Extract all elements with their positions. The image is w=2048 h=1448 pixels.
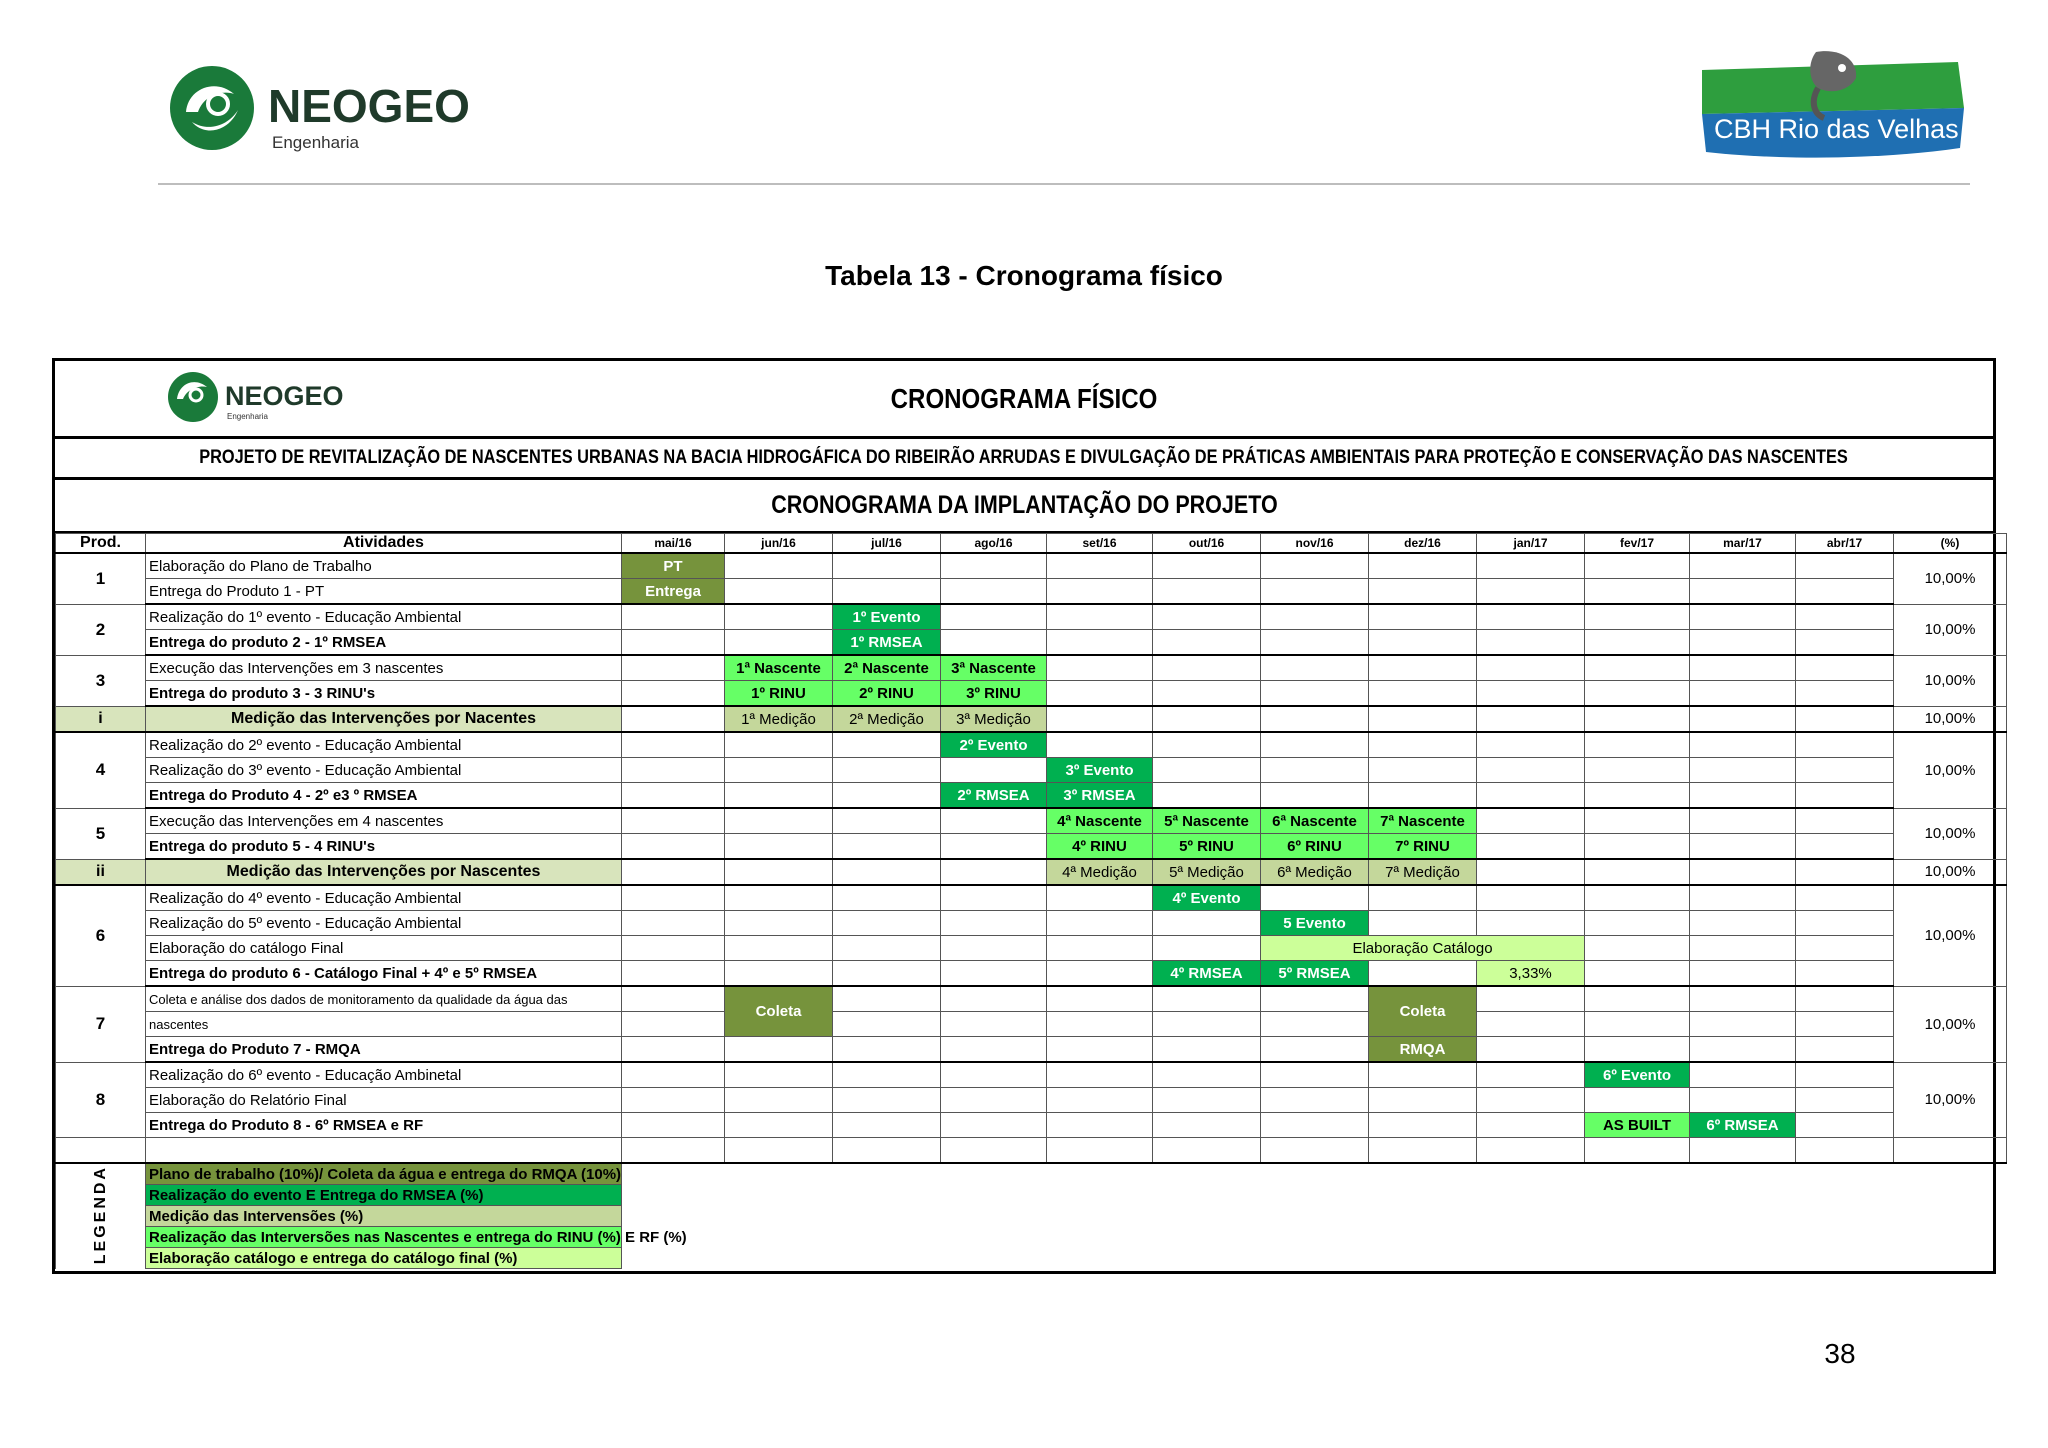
pct-cell: 10,00%	[1894, 859, 2007, 885]
activity: Entrega do Produto 4 - 2º e3 º RMSEA	[146, 783, 622, 809]
col-month: mai/16	[622, 534, 725, 554]
schedule-cell: 5 Evento	[1261, 911, 1369, 936]
pct-cell: 10,00%	[1894, 706, 2007, 732]
pct-cell: 10,00%	[1894, 655, 2007, 706]
table-caption: Tabela 13 - Cronograma físico	[825, 260, 1223, 291]
schedule-cell: 6ª Nascente	[1261, 808, 1369, 834]
activity: Entrega do Produto 1 - PT	[146, 579, 622, 605]
schedule-table	[55, 533, 2007, 1269]
schedule-cell: 4º RINU	[1047, 834, 1153, 860]
table-row	[56, 1037, 2007, 1063]
pct-cell: 10,00%	[1894, 986, 2007, 1062]
schedule-cell: Coleta	[1369, 986, 1477, 1037]
table-row	[56, 579, 2007, 605]
schedule-frame	[52, 358, 1996, 1274]
schedule-cell: 2º RINU	[833, 681, 941, 707]
project-title: PROJETO DE REVITALIZAÇÃO DE NASCENTES URBANAS NA BACIA HIDROGÁFICA DO RIBEIRÃO ARRUDAS E DIVULGAÇÃO DE PRÁTICAS AMBIENTAIS PARA PROTEÇÃO E CONSERVAÇÃO DAS NASCENTES	[199, 447, 1849, 468]
table-row	[56, 936, 2007, 961]
schedule-cell: Elaboração Catálogo	[1261, 936, 1585, 961]
schedule-cell: 3,33%	[1477, 961, 1585, 987]
prod-id: 2	[56, 604, 146, 655]
legend-item: Medição das Intervensões (%)	[146, 1206, 622, 1227]
doc-title: CRONOGRAMA FÍSICO	[890, 383, 1158, 414]
schedule-cell: AS BUILT	[1585, 1113, 1690, 1138]
schedule-cell: 6º RINU	[1261, 834, 1369, 860]
page-number: 38	[1824, 1338, 1856, 1369]
schedule-cell: 4ª Nascente	[1047, 808, 1153, 834]
col-prod: Prod.	[56, 534, 146, 554]
table-row	[56, 1138, 2007, 1164]
col-month: jun/16	[725, 534, 833, 554]
prod-id: i	[56, 706, 146, 732]
pct-cell: 10,00%	[1894, 604, 2007, 655]
activity: Medição das Intervenções por Nascentes	[146, 859, 622, 885]
project-banner	[55, 439, 1993, 480]
activity: Realização do 3º evento - Educação Ambiental	[146, 758, 622, 783]
table-row	[56, 681, 2007, 707]
schedule-cell: 6º Evento	[1585, 1062, 1690, 1088]
col-month: ago/16	[941, 534, 1047, 554]
schedule-cell: 3º Evento	[1047, 758, 1153, 783]
activity: Elaboração do Plano de Trabalho	[146, 553, 622, 579]
schedule-subtitle: CRONOGRAMA DA IMPLANTAÇÃO DO PROJETO	[770, 491, 1278, 519]
activity: Execução das Intervenções em 4 nascentes	[146, 808, 622, 834]
schedule-cell: Entrega	[622, 579, 725, 605]
pct-cell: 10,00%	[1894, 553, 2007, 604]
prod-id: 1	[56, 553, 146, 604]
col-month: dez/16	[1369, 534, 1477, 554]
subtitle-banner	[55, 480, 1993, 534]
legend-item: Realização das Interversões nas Nascentes e entrega do RINU (%) E RF (%)	[146, 1227, 622, 1248]
table-row	[56, 1012, 2007, 1037]
col-month: jan/17	[1477, 534, 1585, 554]
table-row	[56, 808, 2007, 834]
legend-item: Realização do evento E Entrega do RMSEA (%)	[146, 1185, 622, 1206]
schedule-cell: 2º RMSEA	[941, 783, 1047, 809]
table-row	[56, 885, 2007, 911]
schedule-cell: 7º RINU	[1369, 834, 1477, 860]
schedule-cell: 1º RMSEA	[833, 630, 941, 656]
pct-cell: 10,00%	[1894, 808, 2007, 859]
table-row	[56, 604, 2007, 630]
prod-id: 6	[56, 885, 146, 986]
table-row	[56, 1062, 2007, 1088]
pct-cell: 10,00%	[1894, 1062, 2007, 1138]
schedule-cell: 1º RINU	[725, 681, 833, 707]
schedule-cell: 5º RINU	[1153, 834, 1261, 860]
activity: nascentes	[146, 1012, 622, 1037]
activity: Execução das Intervenções em 3 nascentes	[146, 655, 622, 681]
activity: Coleta e análise dos dados de monitoramento da qualidade da água das	[146, 986, 622, 1012]
activity: Realização do 1º evento - Educação Ambiental	[146, 604, 622, 630]
prod-id: 8	[56, 1062, 146, 1138]
legend-item: Elaboração catálogo e entrega do catálogo final (%)	[146, 1248, 622, 1269]
col-activities: Atividades	[146, 534, 622, 554]
table-row	[56, 655, 2007, 681]
activity: Entrega do Produto 7 - RMQA	[146, 1037, 622, 1063]
schedule-cell: PT	[622, 553, 725, 579]
schedule-cell: 2º Evento	[941, 732, 1047, 758]
col-month: mar/17	[1690, 534, 1796, 554]
activity: Elaboração do Relatório Final	[146, 1088, 622, 1113]
activity: Entrega do Produto 8 - 6º RMSEA e RF	[146, 1113, 622, 1138]
schedule-cell: 1º Evento	[833, 604, 941, 630]
neogeo-mini-logo-sub: Engenharia	[227, 412, 268, 421]
table-row	[56, 986, 2007, 1012]
col-month: nov/16	[1261, 534, 1369, 554]
table-row	[56, 961, 2007, 987]
schedule-cell: Coleta	[725, 986, 833, 1037]
schedule-cell: 2ª Medição	[833, 706, 941, 732]
table-row	[56, 1113, 2007, 1138]
pct-cell: 10,00%	[1894, 885, 2007, 986]
schedule-cell: 3ª Medição	[941, 706, 1047, 732]
schedule-cell: 4º RMSEA	[1153, 961, 1261, 987]
table-row	[56, 706, 2007, 732]
schedule-cell: 4ª Medição	[1047, 859, 1153, 885]
schedule-cell: 5º RMSEA	[1261, 961, 1369, 987]
activity: Entrega do produto 6 - Catálogo Final + 4º e 5º RMSEA	[146, 961, 622, 987]
table-row	[56, 783, 2007, 809]
schedule-cell: 3º RMSEA	[1047, 783, 1153, 809]
table-row	[56, 911, 2007, 936]
schedule-cell: 6ª Medição	[1261, 859, 1369, 885]
legend-row	[56, 1163, 2007, 1185]
legend-label-cell	[56, 1163, 146, 1269]
activity: Medição das Intervenções por Nacentes	[146, 706, 622, 732]
activity: Realização do 5º evento - Educação Ambiental	[146, 911, 622, 936]
schedule-cell: 1ª Nascente	[725, 655, 833, 681]
doc-title-banner	[55, 361, 1993, 439]
schedule-cell: 5ª Medição	[1153, 859, 1261, 885]
col-pct: (%)	[1894, 534, 2007, 554]
table-row	[56, 1088, 2007, 1113]
activity: Realização do 6º evento - Educação Ambinetal	[146, 1062, 622, 1088]
neogeo-logo	[168, 60, 538, 160]
table-row	[56, 630, 2007, 656]
schedule-cell: 7ª Nascente	[1369, 808, 1477, 834]
col-month: set/16	[1047, 534, 1153, 554]
col-month: abr/17	[1796, 534, 1894, 554]
table-row	[56, 859, 2007, 885]
schedule-cell: 2ª Nascente	[833, 655, 941, 681]
pct-cell: 10,00%	[1894, 732, 2007, 808]
neogeo-logo-text: NEOGEO	[268, 80, 470, 132]
col-month: fev/17	[1585, 534, 1690, 554]
schedule-cell: 7ª Medição	[1369, 859, 1477, 885]
prod-id: 3	[56, 655, 146, 706]
schedule-cell: 1ª Medição	[725, 706, 833, 732]
table-row	[56, 732, 2007, 758]
table-row	[56, 834, 2007, 860]
schedule-cell: 3º RINU	[941, 681, 1047, 707]
activity: Elaboração do catálogo Final	[146, 936, 622, 961]
table-row	[56, 758, 2007, 783]
header-divider	[158, 183, 1970, 185]
schedule-cell: RMQA	[1369, 1037, 1477, 1063]
prod-id: 7	[56, 986, 146, 1062]
col-month: jul/16	[833, 534, 941, 554]
prod-id: ii	[56, 859, 146, 885]
legend-item: Plano de trabalho (10%)/ Coleta da água e entrega do RMQA (10%)	[146, 1163, 622, 1185]
activity: Entrega do produto 5 - 4 RINU's	[146, 834, 622, 860]
prod-id: 4	[56, 732, 146, 808]
cbh-logo	[1698, 48, 1968, 166]
header-row	[56, 534, 2007, 554]
legend-label: LEGENDA	[91, 1164, 109, 1264]
table-row	[56, 553, 2007, 579]
neogeo-logo-sub: Engenharia	[272, 133, 359, 152]
activity: Entrega do produto 2 - 1º RMSEA	[146, 630, 622, 656]
activity: Entrega do produto 3 - 3 RINU's	[146, 681, 622, 707]
neogeo-mini-logo-text: NEOGEO	[225, 381, 344, 411]
schedule-cell: 5ª Nascente	[1153, 808, 1261, 834]
prod-id: 5	[56, 808, 146, 859]
cbh-logo-text: CBH Rio das Velhas	[1714, 114, 1959, 144]
schedule-cell: 3ª Nascente	[941, 655, 1047, 681]
schedule-cell: 6º RMSEA	[1690, 1113, 1796, 1138]
activity: Realização do 2º evento - Educação Ambiental	[146, 732, 622, 758]
schedule-cell: 4º Evento	[1153, 885, 1261, 911]
col-month: out/16	[1153, 534, 1261, 554]
activity: Realização do 4º evento - Educação Ambiental	[146, 885, 622, 911]
